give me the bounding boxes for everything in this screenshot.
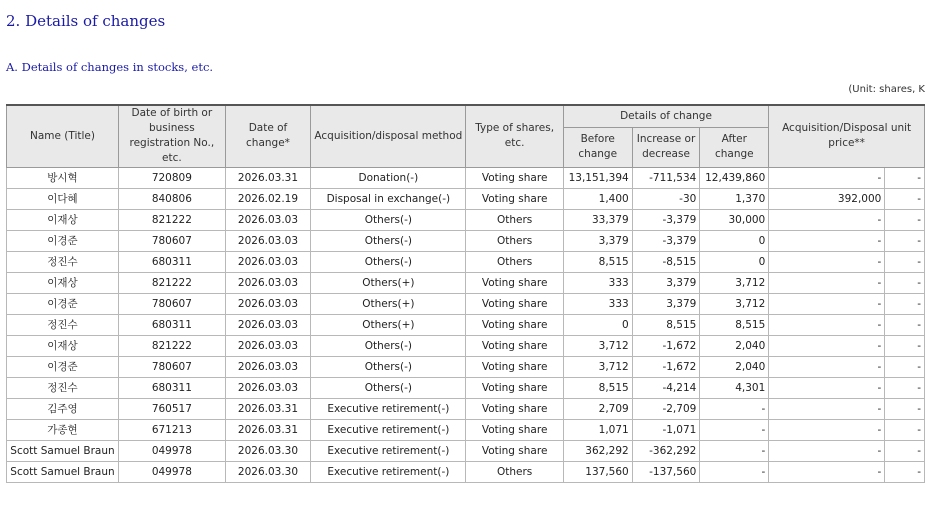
cell-type: Voting share — [466, 419, 563, 440]
cell-before: 3,379 — [563, 230, 632, 251]
cell-date: 2026.03.03 — [225, 314, 310, 335]
cell-before: 33,379 — [563, 209, 632, 230]
cell-change: -1,672 — [632, 356, 700, 377]
cell-before: 1,400 — [563, 188, 632, 209]
cell-extra: - — [885, 251, 925, 272]
cell-method: Others(-) — [311, 356, 466, 377]
cell-method: Others(-) — [311, 377, 466, 398]
cell-change: -8,515 — [632, 251, 700, 272]
cell-before: 137,560 — [563, 461, 632, 482]
cell-before: 333 — [563, 272, 632, 293]
cell-name: Scott Samuel Braun — [7, 461, 119, 482]
table-row — [7, 293, 925, 314]
cell-date: 2026.03.31 — [225, 419, 310, 440]
cell-birth: 821222 — [118, 272, 225, 293]
cell-method: Others(+) — [311, 293, 466, 314]
cell-before: 13,151,394 — [563, 167, 632, 188]
cell-price: - — [769, 314, 885, 335]
cell-type: Others — [466, 209, 563, 230]
cell-change: -711,534 — [632, 167, 700, 188]
cell-method: Others(-) — [311, 335, 466, 356]
cell-extra: - — [885, 419, 925, 440]
cell-change: 3,379 — [632, 272, 700, 293]
cell-type: Voting share — [466, 272, 563, 293]
cell-extra: - — [885, 461, 925, 482]
cell-name: 이경준 — [7, 356, 119, 377]
cell-extra: - — [885, 272, 925, 293]
cell-price: - — [769, 167, 885, 188]
cell-name: 이다혜 — [7, 188, 119, 209]
cell-birth: 049978 — [118, 461, 225, 482]
cell-date: 2026.03.03 — [225, 335, 310, 356]
cell-before: 3,712 — [563, 335, 632, 356]
cell-type: Voting share — [466, 335, 563, 356]
cell-date: 2026.03.03 — [225, 377, 310, 398]
cell-date: 2026.03.31 — [225, 398, 310, 419]
cell-date: 2026.03.03 — [225, 230, 310, 251]
cell-birth: 780607 — [118, 230, 225, 251]
cell-type: Voting share — [466, 167, 563, 188]
table-row — [7, 209, 925, 230]
table-row — [7, 272, 925, 293]
cell-price: - — [769, 440, 885, 461]
table-row — [7, 251, 925, 272]
header-details: Details of change — [563, 105, 768, 127]
cell-method: Others(+) — [311, 314, 466, 335]
cell-date: 2026.03.03 — [225, 209, 310, 230]
cell-after: 2,040 — [700, 335, 769, 356]
table-row — [7, 167, 925, 188]
cell-type: Voting share — [466, 188, 563, 209]
cell-name: Scott Samuel Braun — [7, 440, 119, 461]
header-price: Acquisition/Disposal unit price** — [769, 105, 925, 167]
cell-birth: 680311 — [118, 251, 225, 272]
cell-after: 4,301 — [700, 377, 769, 398]
cell-extra: - — [885, 356, 925, 377]
cell-method: Others(-) — [311, 230, 466, 251]
cell-name: 이경준 — [7, 293, 119, 314]
cell-price: - — [769, 209, 885, 230]
cell-date: 2026.03.03 — [225, 356, 310, 377]
table-body — [7, 167, 925, 482]
cell-after: 8,515 — [700, 314, 769, 335]
cell-change: -2,709 — [632, 398, 700, 419]
cell-after: 2,040 — [700, 356, 769, 377]
header-before: Before change — [563, 127, 632, 167]
cell-date: 2026.03.03 — [225, 293, 310, 314]
cell-change: -362,292 — [632, 440, 700, 461]
cell-name: 정진수 — [7, 314, 119, 335]
cell-before: 2,709 — [563, 398, 632, 419]
cell-birth: 671213 — [118, 419, 225, 440]
cell-method: Disposal in exchange(-) — [311, 188, 466, 209]
cell-after: 1,370 — [700, 188, 769, 209]
table-row — [7, 230, 925, 251]
cell-price: - — [769, 272, 885, 293]
cell-price: - — [769, 377, 885, 398]
header-type: Type of shares, etc. — [466, 105, 563, 167]
section-title: 2. Details of changes — [6, 12, 166, 30]
cell-method: Others(-) — [311, 209, 466, 230]
cell-after: - — [700, 440, 769, 461]
cell-type: Voting share — [466, 398, 563, 419]
cell-method: Donation(-) — [311, 167, 466, 188]
cell-before: 333 — [563, 293, 632, 314]
cell-after: - — [700, 461, 769, 482]
table-row — [7, 314, 925, 335]
cell-date: 2026.03.30 — [225, 440, 310, 461]
cell-name: 정진수 — [7, 251, 119, 272]
cell-extra: - — [885, 167, 925, 188]
cell-extra: - — [885, 188, 925, 209]
cell-birth: 840806 — [118, 188, 225, 209]
cell-after: 0 — [700, 230, 769, 251]
header-after: After change — [700, 127, 769, 167]
cell-date: 2026.03.30 — [225, 461, 310, 482]
cell-name: 가종현 — [7, 419, 119, 440]
sub-title: A. Details of changes in stocks, etc. — [6, 60, 214, 74]
cell-type: Others — [466, 230, 563, 251]
cell-name: 김주영 — [7, 398, 119, 419]
cell-date: 2026.03.03 — [225, 251, 310, 272]
cell-date: 2026.02.19 — [225, 188, 310, 209]
cell-price: - — [769, 293, 885, 314]
cell-after: 3,712 — [700, 293, 769, 314]
cell-after: 3,712 — [700, 272, 769, 293]
header-date: Date of change* — [225, 105, 310, 167]
cell-before: 0 — [563, 314, 632, 335]
cell-method: Executive retirement(-) — [311, 419, 466, 440]
table-row — [7, 335, 925, 356]
cell-price: - — [769, 398, 885, 419]
cell-type: Voting share — [466, 440, 563, 461]
table-row — [7, 461, 925, 482]
cell-birth: 760517 — [118, 398, 225, 419]
cell-price: 392,000 — [769, 188, 885, 209]
cell-extra: - — [885, 398, 925, 419]
cell-extra: - — [885, 230, 925, 251]
cell-price: - — [769, 419, 885, 440]
cell-method: Executive retirement(-) — [311, 461, 466, 482]
cell-after: 12,439,860 — [700, 167, 769, 188]
cell-price: - — [769, 461, 885, 482]
cell-birth: 680311 — [118, 314, 225, 335]
cell-extra: - — [885, 440, 925, 461]
cell-before: 8,515 — [563, 251, 632, 272]
cell-extra: - — [885, 209, 925, 230]
table-row — [7, 398, 925, 419]
cell-change: -1,071 — [632, 419, 700, 440]
cell-after: 0 — [700, 251, 769, 272]
header-name: Name (Title) — [7, 105, 119, 167]
cell-change: -30 — [632, 188, 700, 209]
cell-name: 이재상 — [7, 272, 119, 293]
table-row — [7, 419, 925, 440]
cell-birth: 049978 — [118, 440, 225, 461]
cell-type: Others — [466, 251, 563, 272]
cell-change: -4,214 — [632, 377, 700, 398]
cell-extra: - — [885, 377, 925, 398]
cell-price: - — [769, 356, 885, 377]
cell-method: Others(+) — [311, 272, 466, 293]
cell-before: 1,071 — [563, 419, 632, 440]
cell-date: 2026.03.03 — [225, 272, 310, 293]
cell-name: 이경준 — [7, 230, 119, 251]
cell-name: 정진수 — [7, 377, 119, 398]
cell-birth: 780607 — [118, 293, 225, 314]
cell-type: Voting share — [466, 314, 563, 335]
cell-extra: - — [885, 293, 925, 314]
cell-method: Others(-) — [311, 251, 466, 272]
cell-name: 이재상 — [7, 335, 119, 356]
cell-birth: 821222 — [118, 209, 225, 230]
cell-after: - — [700, 398, 769, 419]
cell-change: 8,515 — [632, 314, 700, 335]
unit-note: (Unit: shares, K — [848, 84, 925, 95]
cell-type: Voting share — [466, 377, 563, 398]
changes-table — [6, 104, 925, 483]
cell-change: -3,379 — [632, 230, 700, 251]
cell-name: 이재상 — [7, 209, 119, 230]
cell-change: -3,379 — [632, 209, 700, 230]
header-birth: Date of birth or business registration No., etc. — [118, 105, 225, 167]
cell-type: Others — [466, 461, 563, 482]
cell-after: 30,000 — [700, 209, 769, 230]
table-row — [7, 440, 925, 461]
cell-extra: - — [885, 314, 925, 335]
cell-method: Executive retirement(-) — [311, 440, 466, 461]
cell-method: Executive retirement(-) — [311, 398, 466, 419]
cell-before: 3,712 — [563, 356, 632, 377]
table-row — [7, 356, 925, 377]
header-method: Acquisition/disposal method — [311, 105, 466, 167]
cell-name: 방시혁 — [7, 167, 119, 188]
cell-change: -137,560 — [632, 461, 700, 482]
header-increase: Increase or decrease — [632, 127, 700, 167]
cell-change: 3,379 — [632, 293, 700, 314]
table-row — [7, 188, 925, 209]
cell-change: -1,672 — [632, 335, 700, 356]
cell-birth: 821222 — [118, 335, 225, 356]
cell-birth: 780607 — [118, 356, 225, 377]
cell-price: - — [769, 251, 885, 272]
cell-extra: - — [885, 335, 925, 356]
table-row — [7, 377, 925, 398]
cell-before: 362,292 — [563, 440, 632, 461]
cell-price: - — [769, 230, 885, 251]
cell-type: Voting share — [466, 356, 563, 377]
cell-birth: 720809 — [118, 167, 225, 188]
cell-before: 8,515 — [563, 377, 632, 398]
cell-after: - — [700, 419, 769, 440]
cell-type: Voting share — [466, 293, 563, 314]
cell-date: 2026.03.31 — [225, 167, 310, 188]
cell-birth: 680311 — [118, 377, 225, 398]
cell-price: - — [769, 335, 885, 356]
